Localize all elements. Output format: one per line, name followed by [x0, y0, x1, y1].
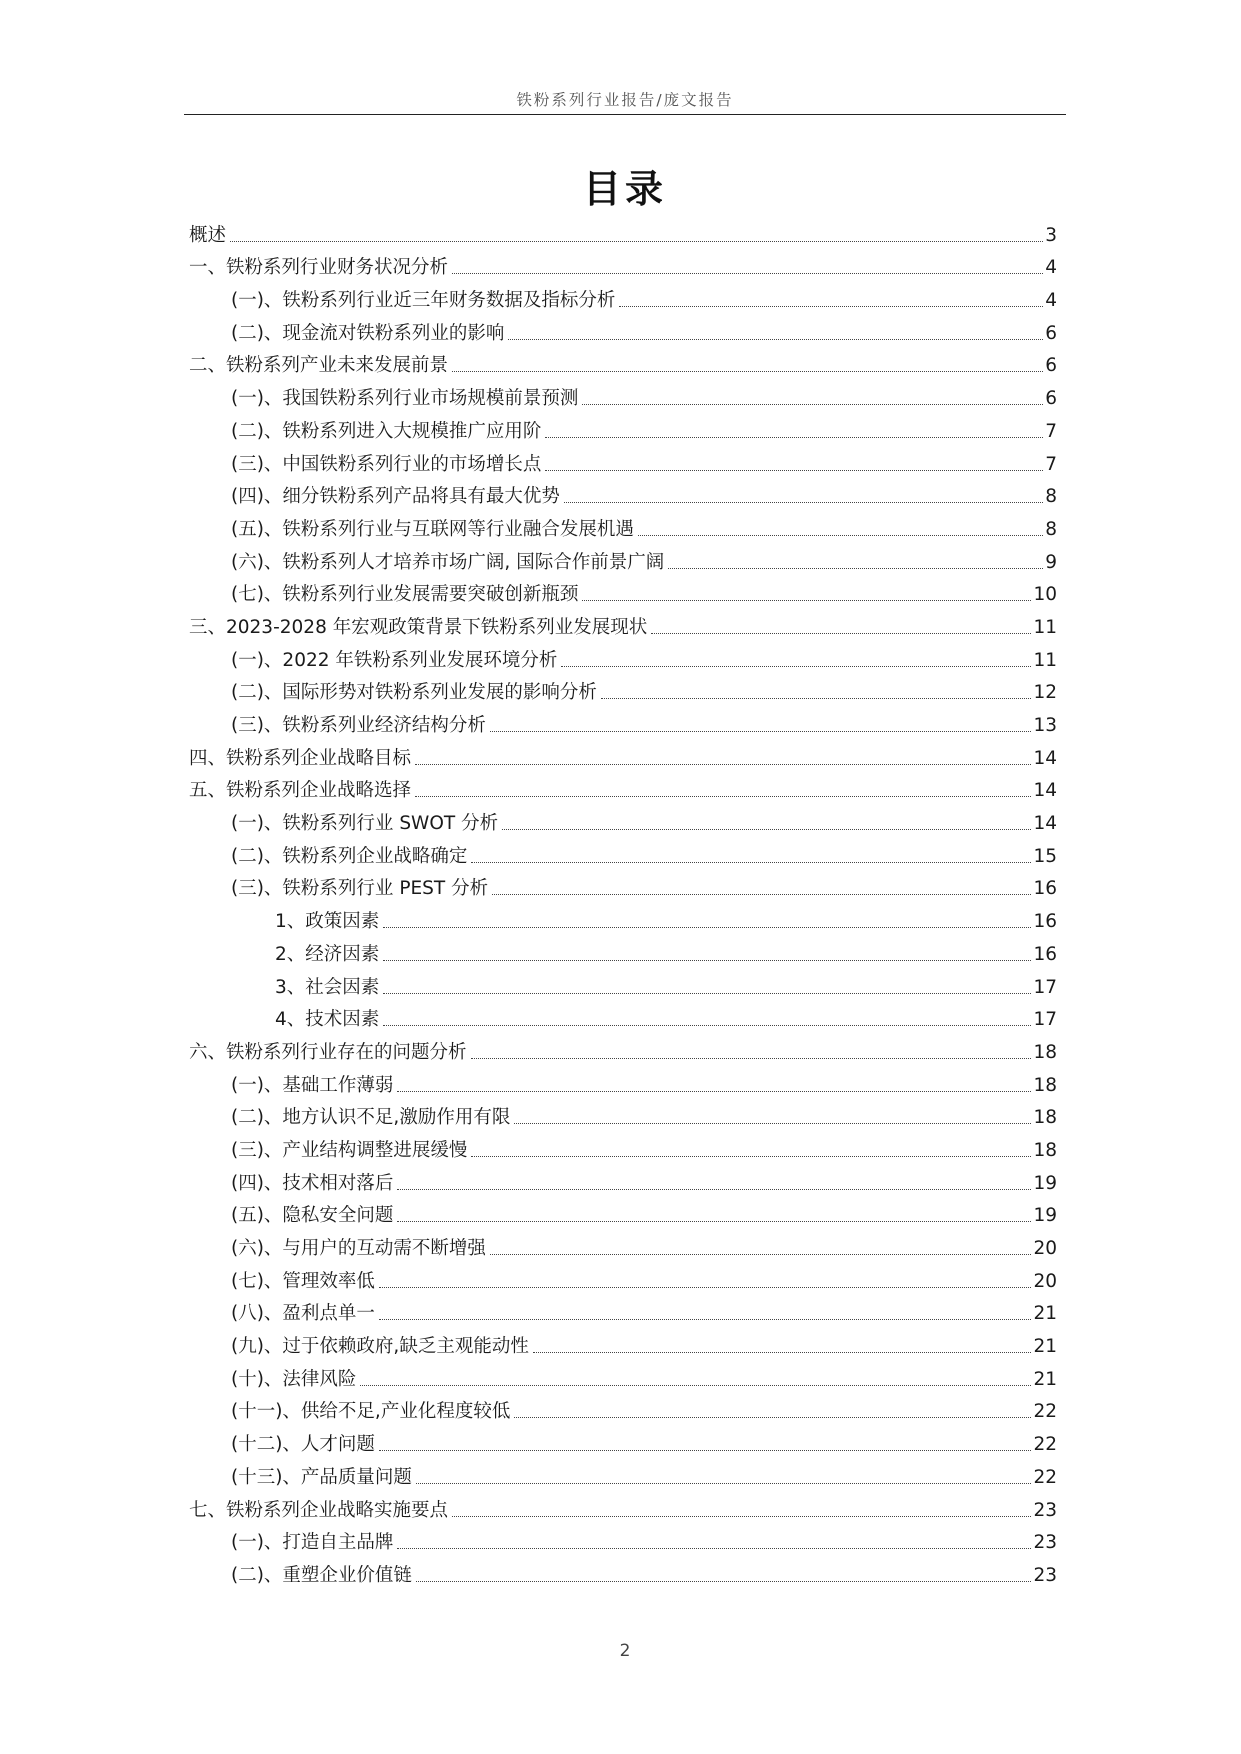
toc-entry[interactable]: [189, 1196, 1057, 1229]
toc-entry-page-number: 6: [1045, 388, 1057, 410]
dot-leader: [360, 1385, 1031, 1386]
toc-entry-page-number: 16: [1033, 943, 1057, 965]
toc-entry-title: 六、铁粉系列行业存在的问题分析: [189, 1041, 467, 1063]
toc-entry[interactable]: [189, 1326, 1057, 1359]
toc-entry-page-number: 17: [1033, 976, 1057, 998]
toc-entry-title: (七)、管理效率低: [231, 1270, 375, 1292]
dot-leader: [545, 470, 1043, 471]
toc-entry[interactable]: [189, 705, 1057, 738]
dot-leader: [471, 1156, 1031, 1157]
toc-entry-title: 一、铁粉系列行业财务状况分析: [189, 257, 449, 279]
toc-entry[interactable]: [189, 738, 1057, 771]
toc-entry-page-number: 9: [1045, 551, 1057, 573]
toc-entry-page-number: 18: [1033, 1074, 1057, 1096]
toc-entry-title: (六)、铁粉系列人才培养市场广阔, 国际合作前景广阔: [231, 551, 665, 573]
toc-entry-title: (十)、法律风险: [231, 1368, 357, 1390]
toc-entry-title: (六)、与用户的互动需不断增强: [231, 1238, 486, 1259]
toc-entry-page-number: 12: [1033, 682, 1057, 704]
toc-entry[interactable]: [189, 1294, 1057, 1327]
dot-leader: [397, 1548, 1031, 1549]
toc-entry[interactable]: [189, 313, 1057, 346]
toc-entry-page-number: 18: [1033, 1041, 1057, 1063]
dot-leader: [379, 1450, 1032, 1451]
dot-leader: [545, 437, 1043, 438]
dot-leader: [492, 894, 1031, 895]
toc-entry[interactable]: [189, 967, 1057, 1000]
header-divider: [184, 114, 1066, 115]
toc-entry-page-number: 11: [1033, 616, 1057, 638]
toc-entry-page-number: 23: [1033, 1499, 1057, 1521]
dot-leader: [668, 568, 1043, 569]
toc-entry-title: 二、铁粉系列产业未来发展前景: [189, 355, 449, 377]
toc-entry[interactable]: [189, 346, 1057, 379]
toc-entry[interactable]: [189, 248, 1057, 281]
dot-leader: [452, 1516, 1031, 1517]
toc-entry-title: 概述: [189, 224, 227, 246]
dot-leader: [564, 502, 1043, 503]
toc-entry-title: (二)、地方认识不足,激励作用有限: [231, 1107, 511, 1129]
dot-leader: [514, 1417, 1031, 1418]
dot-leader: [561, 666, 1031, 667]
toc-entry-title: 3、社会因素: [275, 976, 380, 998]
dot-leader: [379, 1319, 1032, 1320]
toc-entry[interactable]: [189, 1130, 1057, 1163]
toc-entry-page-number: 4: [1045, 290, 1057, 312]
toc-entry-title: (十三)、产品质量问题: [231, 1466, 412, 1488]
toc-entry-page-number: 7: [1045, 420, 1057, 442]
dot-leader: [582, 404, 1043, 405]
toc-entry[interactable]: [189, 1163, 1057, 1196]
toc-entry[interactable]: [189, 575, 1057, 608]
toc-entry-title: (二)、现金流对铁粉系列业的影响: [231, 322, 505, 344]
toc-entry-page-number: 16: [1033, 911, 1057, 933]
toc-entry[interactable]: [189, 1490, 1057, 1523]
toc-entry-page-number: 15: [1033, 845, 1057, 867]
dot-leader: [471, 1058, 1032, 1059]
toc-entry-title: 七、铁粉系列企业战略实施要点: [189, 1499, 449, 1521]
page-title: 目录: [582, 167, 667, 211]
dot-leader: [471, 862, 1031, 863]
toc-entry[interactable]: [189, 901, 1057, 934]
toc-entry-page-number: 23: [1033, 1564, 1057, 1586]
toc-entry[interactable]: [189, 1424, 1057, 1457]
toc-entry-page-number: 21: [1033, 1368, 1057, 1390]
toc-entry-title: (一)、基础工作薄弱: [231, 1074, 394, 1096]
toc-entry-page-number: 21: [1033, 1336, 1057, 1358]
toc-entry-page-number: 19: [1033, 1205, 1057, 1227]
toc-entry-title: (一)、铁粉系列行业 SWOT 分析: [231, 813, 499, 835]
toc-entry[interactable]: [189, 444, 1057, 477]
toc-entry-page-number: 3: [1045, 224, 1057, 246]
toc-entry[interactable]: [189, 1457, 1057, 1490]
dot-leader: [230, 241, 1043, 242]
toc-entry-title: (五)、隐私安全问题: [231, 1205, 394, 1227]
toc-entry-page-number: 10: [1033, 584, 1057, 606]
toc-entry[interactable]: [189, 1098, 1057, 1131]
toc-entry[interactable]: [189, 673, 1057, 706]
dot-leader: [397, 1221, 1031, 1222]
toc-entry-title: (一)、2022 年铁粉系列业发展环境分析: [231, 649, 558, 671]
toc-entry-title: 五、铁粉系列企业战略选择: [189, 780, 412, 802]
toc-entry-page-number: 6: [1045, 355, 1057, 377]
toc-entry-title: (三)、铁粉系列行业 PEST 分析: [231, 878, 489, 900]
toc-entry-title: (一)、打造自主品牌: [231, 1532, 394, 1554]
toc-entry-title: (八)、盈利点单一: [231, 1303, 375, 1325]
toc-entry[interactable]: [189, 1261, 1057, 1294]
toc-entry-title: (七)、铁粉系列行业发展需要突破创新瓶颈: [231, 584, 579, 606]
toc-entry-page-number: 23: [1033, 1532, 1057, 1554]
toc-entry[interactable]: [189, 640, 1057, 673]
toc-entry-title: (四)、细分铁粉系列产品将具有最大优势: [231, 486, 560, 508]
dot-leader: [379, 1287, 1032, 1288]
dot-leader: [383, 927, 1031, 928]
toc-entry-page-number: 4: [1045, 257, 1057, 279]
toc-entry-title: (四)、技术相对落后: [231, 1172, 394, 1194]
dot-leader: [397, 1189, 1031, 1190]
toc-entry[interactable]: [189, 934, 1057, 967]
toc-entry-page-number: 14: [1033, 813, 1057, 835]
dot-leader: [383, 960, 1031, 961]
dot-leader: [582, 600, 1031, 601]
toc-entry[interactable]: [189, 1392, 1057, 1425]
dot-leader: [416, 1483, 1032, 1484]
dot-leader: [508, 339, 1043, 340]
toc-entry-title: (五)、铁粉系列行业与互联网等行业融合发展机遇: [231, 518, 634, 540]
toc-entry[interactable]: [189, 509, 1057, 542]
table-of-contents: [189, 215, 1057, 1588]
toc-entry[interactable]: [189, 411, 1057, 444]
dot-leader: [383, 1025, 1031, 1026]
toc-entry-page-number: 20: [1033, 1238, 1057, 1259]
toc-entry-page-number: 22: [1033, 1401, 1057, 1423]
dot-leader: [452, 371, 1043, 372]
toc-entry[interactable]: [189, 1523, 1057, 1556]
page-number: 2: [619, 1641, 631, 1661]
toc-entry-page-number: 18: [1033, 1139, 1057, 1161]
toc-entry[interactable]: [189, 378, 1057, 411]
toc-entry[interactable]: [189, 477, 1057, 510]
toc-entry-page-number: 11: [1033, 649, 1057, 671]
toc-entry-title: (二)、铁粉系列企业战略确定: [231, 845, 468, 867]
toc-entry-page-number: 18: [1033, 1107, 1057, 1129]
toc-entry-page-number: 19: [1033, 1172, 1057, 1194]
toc-entry-page-number: 8: [1045, 486, 1057, 508]
toc-entry-title: 2、经济因素: [275, 943, 380, 965]
toc-entry-title: (一)、我国铁粉系列行业市场规模前景预测: [231, 388, 579, 410]
dot-leader: [601, 698, 1032, 699]
dot-leader: [415, 796, 1031, 797]
toc-entry-title: 1、政策因素: [275, 911, 380, 933]
toc-entry-title: 4、技术因素: [275, 1009, 380, 1031]
running-header: 铁粉系列行业报告/庞文报告: [516, 91, 734, 109]
toc-entry-page-number: 7: [1045, 453, 1057, 475]
toc-entry-title: (二)、铁粉系列进入大规模推广应用阶: [231, 420, 542, 442]
toc-entry[interactable]: [189, 803, 1057, 836]
dot-leader: [490, 1254, 1032, 1255]
toc-entry[interactable]: [189, 869, 1057, 902]
toc-entry-page-number: 6: [1045, 322, 1057, 344]
dot-leader: [416, 1581, 1032, 1582]
toc-entry-title: (十一)、供给不足,产业化程度较低: [231, 1401, 511, 1423]
toc-entry-title: 三、2023-2028 年宏观政策背景下铁粉系列业发展现状: [189, 616, 648, 638]
toc-entry-page-number: 14: [1033, 780, 1057, 802]
toc-entry[interactable]: [189, 1228, 1057, 1261]
toc-entry-title: (二)、国际形势对铁粉系列业发展的影响分析: [231, 682, 597, 704]
toc-entry[interactable]: [189, 771, 1057, 804]
toc-entry-page-number: 16: [1033, 878, 1057, 900]
dot-leader: [533, 1352, 1032, 1353]
toc-entry-title: (一)、铁粉系列行业近三年财务数据及指标分析: [231, 290, 616, 312]
toc-entry-page-number: 13: [1033, 715, 1057, 736]
toc-entry-page-number: 8: [1045, 518, 1057, 540]
toc-entry[interactable]: [189, 1000, 1057, 1033]
toc-entry[interactable]: [189, 607, 1057, 640]
dot-leader: [638, 535, 1043, 536]
toc-entry[interactable]: [189, 1359, 1057, 1392]
toc-entry-page-number: 22: [1033, 1466, 1057, 1488]
toc-entry[interactable]: [189, 1065, 1057, 1098]
dot-leader: [415, 764, 1031, 765]
toc-entry[interactable]: [189, 836, 1057, 869]
toc-entry-page-number: 20: [1033, 1270, 1057, 1292]
toc-entry[interactable]: [189, 280, 1057, 313]
toc-entry-page-number: 17: [1033, 1009, 1057, 1031]
toc-entry-page-number: 14: [1033, 747, 1057, 769]
toc-entry-title: (三)、中国铁粉系列行业的市场增长点: [231, 453, 542, 475]
toc-entry-title: (三)、铁粉系列业经济结构分析: [231, 715, 486, 736]
toc-entry-title: (九)、过于依赖政府,缺乏主观能动性: [231, 1336, 529, 1358]
dot-leader: [651, 633, 1031, 634]
toc-entry[interactable]: [189, 215, 1057, 248]
toc-entry[interactable]: [189, 1555, 1057, 1588]
dot-leader: [502, 829, 1031, 830]
toc-entry-title: (三)、产业结构调整进展缓慢: [231, 1139, 468, 1161]
toc-entry-title: (二)、重塑企业价值链: [231, 1564, 412, 1586]
toc-entry-page-number: 21: [1033, 1303, 1057, 1325]
toc-entry-page-number: 22: [1033, 1434, 1057, 1456]
dot-leader: [383, 993, 1031, 994]
dot-leader: [514, 1123, 1031, 1124]
dot-leader: [452, 273, 1043, 274]
dot-leader: [619, 306, 1043, 307]
dot-leader: [490, 731, 1032, 732]
toc-entry-title: (十二)、人才问题: [231, 1434, 375, 1456]
toc-entry[interactable]: [189, 1032, 1057, 1065]
toc-entry-title: 四、铁粉系列企业战略目标: [189, 747, 412, 769]
dot-leader: [397, 1091, 1031, 1092]
toc-entry[interactable]: [189, 542, 1057, 575]
